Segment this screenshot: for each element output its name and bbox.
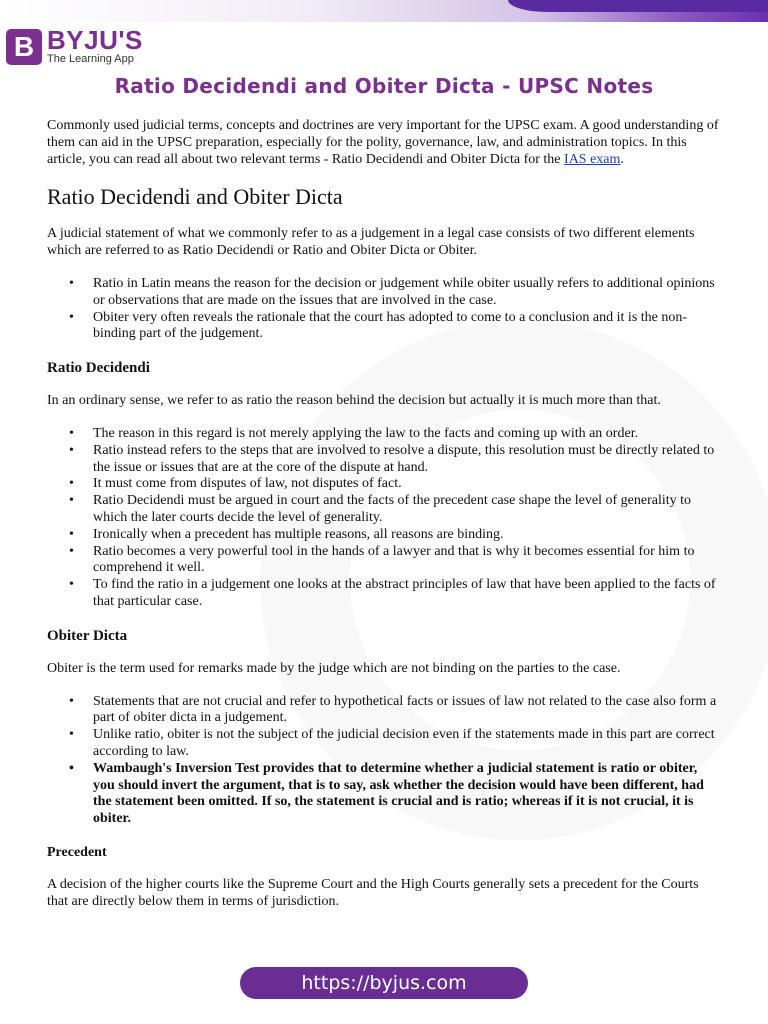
byjus-logo[interactable] xyxy=(6,25,143,66)
list-item: • Ratio in Latin means the reason for the decision or judgement while obiter usually refers to additional opinions or observations that are made on the issues that are involved in the case. xyxy=(47,276,722,310)
list-item: • Ratio instead refers to the steps that are involved to resolve a dispute, this resolution must be directly related to the issue or issues that are at the core of the dispute at hand. xyxy=(47,443,722,477)
document-body xyxy=(47,118,722,911)
logo-text xyxy=(47,25,143,66)
ratio-heading: Ratio Decidendi xyxy=(47,360,150,377)
list-item: • Obiter very often reveals the rationale that the court has adopted to come to a conclusion and it is the non-binding part of the judgement. xyxy=(47,310,722,344)
header-band-accent xyxy=(508,0,768,12)
list-item: • Ratio Decidendi must be argued in court and the facts of the precedent case shape the level of generality to which the later courts decide the level of generality. xyxy=(47,493,722,527)
footer-url-button[interactable]: https://byjus.com xyxy=(240,967,528,999)
section-heading: Ratio Decidendi and Obiter Dicta xyxy=(47,184,343,210)
intro-paragraph: Commonly used judicial terms, concepts and doctrines are very important for the UPSC exam. A good understanding of them can aid in the UPSC preparation, especially for the polity, governance, law, and administration topics. In this article, you can read all about two relevant terms - Ratio Decidendi and Obiter Dicta for the IAS exam. xyxy=(47,118,719,167)
ias-exam-link[interactable]: IAS exam xyxy=(564,151,621,167)
list-item: • Statements that are not crucial and refer to hypothetical facts or issues of law not related to the case also form a part of obiter dicta in a judgement. xyxy=(47,694,722,728)
list-item: • The reason in this regard is not merely applying the law to the facts and coming up with an order. xyxy=(47,426,722,443)
list-item: • It must come from disputes of law, not disputes of fact. xyxy=(47,476,722,493)
section-bullets xyxy=(47,276,722,343)
ratio-paragraph: In an ordinary sense, we refer to as ratio the reason behind the decision but actually it is much more than that. xyxy=(47,393,661,409)
obiter-heading: Obiter Dicta xyxy=(47,627,128,644)
list-item: • Unlike ratio, obiter is not the subject of the judicial decision even if the statements made in this part are correct according to law. xyxy=(47,727,722,761)
list-item: • To find the ratio in a judgement one looks at the abstract principles of law that have been applied to the facts of that particular case. xyxy=(47,577,722,611)
logo-tagline: The Learning App xyxy=(47,53,134,65)
obiter-paragraph: Obiter is the term used for remarks made by the judge which are not binding on the parties to the case. xyxy=(47,660,621,676)
obiter-bullets xyxy=(47,694,722,828)
document-title: Ratio Decidendi and Obiter Dicta - UPSC Notes xyxy=(114,74,654,98)
logo-name: BYJU'S xyxy=(47,25,143,55)
list-item-bold: • Wambaugh's Inversion Test provides that to determine whether a judicial statement is ratio or obiter, you should invert the argument, that is to say, ask whether the decision would have been different, had the statement been omitted. If so, the statement is crucial and is ratio; whereas if it is not crucial, it is obiter. xyxy=(47,761,722,828)
list-item: • Ironically when a precedent has multiple reasons, all reasons are binding. xyxy=(47,527,722,544)
precedent-heading: Precedent xyxy=(47,844,107,860)
section-paragraph: A judicial statement of what we commonly refer to as a judgement in a legal case consists of two different elements which are referred to as Ratio Decidendi or Ratio and Obiter Dicta or Obiter. xyxy=(47,226,695,259)
logo-mark-icon: B xyxy=(6,29,42,65)
precedent-paragraph: A decision of the higher courts like the Supreme Court and the High Courts generally sets a precedent for the Courts that are directly below them in terms of jurisdiction. xyxy=(47,876,699,909)
list-item: • Ratio becomes a very powerful tool in the hands of a lawyer and that is why it becomes essential for him to comprehend it well. xyxy=(47,544,722,578)
ratio-bullets xyxy=(47,426,722,611)
